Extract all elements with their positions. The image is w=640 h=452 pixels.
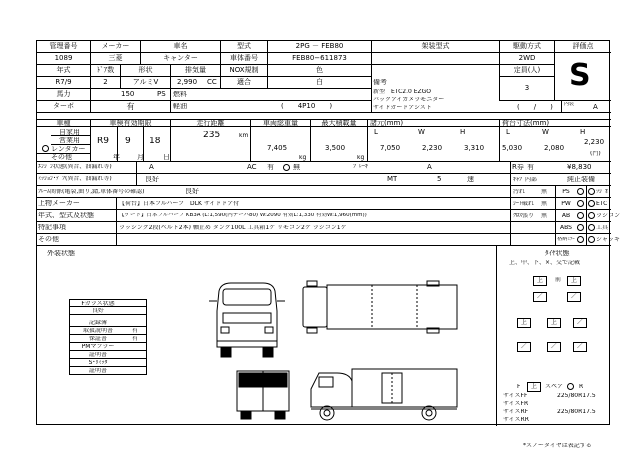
equipment-item: PS xyxy=(562,189,570,195)
weight-value: 7,405 xyxy=(267,145,288,152)
displacement-label: 排気量 xyxy=(171,65,221,77)
record-label: 取扱説明書 xyxy=(82,328,113,334)
remarks-label: 備考 xyxy=(373,79,387,86)
special-label-cell xyxy=(37,222,117,234)
frame-model-value xyxy=(372,53,500,65)
ac-label: AC xyxy=(247,164,257,171)
record-row xyxy=(69,327,147,335)
cargo-h-label: H xyxy=(580,129,586,136)
engine-label-cell xyxy=(37,162,137,174)
inspection-month: 9 xyxy=(125,137,131,146)
brake-value: A xyxy=(427,164,432,171)
equipment-radio xyxy=(588,224,595,231)
model-label: 型式 xyxy=(221,41,268,53)
engine-label: ｴﾝｼﾞﾝ状態(異音、油漏れ等) xyxy=(38,164,112,170)
color-value: 白 xyxy=(268,77,372,89)
tire-panel xyxy=(497,246,611,449)
equipment-radio xyxy=(588,236,595,243)
record-row xyxy=(69,319,147,327)
chassis-label: 車体番号 xyxy=(221,53,268,65)
tire-size-label: サイズFF xyxy=(503,393,528,399)
body-model-label-cell xyxy=(37,210,117,222)
record-value: 有 xyxy=(132,328,139,334)
fuel-label: 燃料 xyxy=(173,91,187,98)
interior-label: 内装 xyxy=(564,102,575,107)
equipment-item: ETC xyxy=(596,201,608,207)
doors-label: ﾄﾞｱ数 xyxy=(91,65,121,77)
glass-value-row xyxy=(69,307,147,315)
tire-size-value: 225/80R17.5 xyxy=(557,409,596,415)
cargo-l-label: L xyxy=(506,129,510,136)
equipment-radio xyxy=(577,212,584,219)
tire-mark: ／ xyxy=(573,318,587,328)
tire-mark: ／ xyxy=(573,342,587,352)
equipment-radio xyxy=(588,188,595,195)
tire-size-label: サイズRR xyxy=(503,417,529,423)
type-other: その他 xyxy=(51,154,72,161)
rental-radio xyxy=(42,145,49,152)
management-no: 1089 xyxy=(37,53,91,65)
record-row xyxy=(69,351,147,359)
weight-label: 車両総重量 xyxy=(251,119,311,127)
dims-label-cell xyxy=(368,119,500,127)
load-cell xyxy=(311,127,368,162)
tire-mark: ／ xyxy=(567,292,581,302)
type-commercial: 営業用 xyxy=(59,137,80,144)
tire-front-label: 前 xyxy=(555,277,562,283)
maker-label: メーカー xyxy=(91,41,141,53)
equipment-item: 工具 xyxy=(596,225,609,231)
other-label: その他 xyxy=(38,236,59,243)
equipment-item: ラジコン xyxy=(596,213,621,219)
vehicle-type-label: 車種 xyxy=(37,119,91,127)
inspection-era: R9 xyxy=(97,137,109,146)
spare-r: R xyxy=(579,384,584,390)
dim-w-value: 2,230 xyxy=(422,145,443,152)
year-unit: 年 xyxy=(113,154,120,161)
tire-mark: ／ xyxy=(533,292,547,302)
load-value: 3,500 xyxy=(325,145,346,152)
mileage-unit: km xyxy=(239,133,249,139)
body-maker-label: 上物メーカー xyxy=(38,200,80,207)
tire-size-row xyxy=(503,393,611,401)
cab-item-value: 無 xyxy=(541,189,548,195)
special-label: 特記事項 xyxy=(38,224,66,231)
cargo-label: 荷台寸法(mm) xyxy=(502,120,550,127)
tire-size-label: サイズRF xyxy=(503,409,529,415)
cab-item-value: 無 xyxy=(541,213,548,219)
record-value: 有 xyxy=(132,336,139,342)
mission-value: 良好 xyxy=(145,176,159,183)
tire-size-row xyxy=(503,409,611,417)
equipment-radio xyxy=(588,212,595,219)
record-row xyxy=(69,367,147,375)
equipment-row xyxy=(511,222,611,234)
capacity-value: 3 xyxy=(500,77,555,101)
equipment-panel xyxy=(511,186,621,246)
record-label: 記録簿 xyxy=(88,320,107,326)
cab-header xyxy=(511,174,611,186)
genuine-label: 純正装備 xyxy=(567,176,595,183)
tire-mark: ／ xyxy=(547,342,561,352)
displacement-cell xyxy=(171,77,221,89)
nox-label: NOX規制 xyxy=(221,65,268,77)
month-unit: 月 xyxy=(137,154,144,161)
equipment-item: ﾗｼﾞｵ xyxy=(596,189,609,195)
tire-size-label: サイズFR xyxy=(503,401,529,407)
auction-sheet xyxy=(36,40,621,449)
chassis-value: FEB80−611873 xyxy=(268,53,372,65)
dims-cell xyxy=(368,127,500,162)
frame-row xyxy=(37,186,511,198)
load-label: 最大積載量 xyxy=(311,119,368,127)
equipment-item: ジャッキ xyxy=(596,237,620,243)
record-row xyxy=(69,343,147,351)
dims-label: 諸元(mm) xyxy=(370,120,404,127)
hp-label: 馬力 xyxy=(37,89,91,101)
remarks-line-1: 新型 ETC2.0 EZGO xyxy=(373,89,432,95)
record-label: Fガラス状態 xyxy=(81,301,115,307)
fuel-value: 軽油 xyxy=(173,103,187,110)
equipment-item: ABS xyxy=(560,225,572,231)
inspection-label: 車検有効期限 xyxy=(91,119,171,127)
hp-value: 150 xyxy=(121,91,135,98)
cab-item-label: ｼｰﾄ破れ xyxy=(513,201,535,207)
engine-row xyxy=(137,162,511,174)
mileage-value: 235 xyxy=(203,131,221,140)
equipment-radio xyxy=(577,188,584,195)
equipment-row xyxy=(511,234,620,246)
dim-h-label: H xyxy=(460,129,466,136)
cab-item-label: ｸﾛｽ張り xyxy=(513,213,535,219)
shape-value: アルミV xyxy=(121,77,171,89)
turbo-label: ターボ xyxy=(37,101,91,113)
body-maker-cell xyxy=(117,198,511,210)
cab-label: ｷｬﾌﾞ内部 xyxy=(513,177,538,183)
model-value: 2PG － FEB80 xyxy=(268,41,372,53)
r-amount: ¥8,830 xyxy=(567,164,592,171)
weight-unit: kg xyxy=(299,155,307,161)
mt-label: MT xyxy=(387,176,398,183)
equipment-item: 格納ﾐﾗｰ xyxy=(557,237,575,242)
drive-value: 2WD xyxy=(500,53,555,65)
interior-value: A xyxy=(593,104,598,111)
tire-mark: 上 xyxy=(567,276,581,286)
record-row xyxy=(69,335,147,343)
cargo-w-label: W xyxy=(542,129,549,136)
r-yes: 有 xyxy=(527,164,534,171)
equipment-radio xyxy=(577,236,584,243)
remarks-line-3: サイドガードアシスト xyxy=(373,105,432,111)
equipment-radio xyxy=(588,200,595,207)
frame-model-label: 架装型式 xyxy=(372,41,500,53)
displacement-unit: CC xyxy=(207,79,217,86)
weight-cell xyxy=(251,127,311,162)
cab-item-label: 汚れ xyxy=(513,189,526,195)
cargo-l-value: 5,030 xyxy=(502,145,523,152)
remarks-area xyxy=(372,65,500,101)
mt-value: 5 xyxy=(437,176,442,183)
mission-label-cell xyxy=(37,174,137,186)
frame-label: ﾌﾚｰﾑ関係(亀裂,曲り,錆,車体番号の確認) xyxy=(38,189,145,195)
tire-mark: 上 xyxy=(547,318,561,328)
score-label: 評価点 xyxy=(555,41,611,53)
ac-radio xyxy=(283,164,290,171)
score-cell xyxy=(555,53,611,101)
type-rental: レンタカー xyxy=(51,146,86,153)
body-model-cell xyxy=(117,210,511,222)
other-label-cell xyxy=(37,234,117,246)
maker-value: 三菱 xyxy=(91,53,141,65)
color-label: 色 xyxy=(268,65,372,77)
body-model-value: 【ゲート】日本フルハーフ KB3A (L:1,590(内テーパ80) W:2090 有効L:1,330 有効W:1,960(mm)) xyxy=(119,213,367,218)
mileage-label: 走行距離 xyxy=(171,119,251,127)
doors-value: 2 xyxy=(91,77,121,89)
dim-w-label: W xyxy=(418,129,425,136)
spare-mark: 上 xyxy=(527,382,541,392)
mt-unit: 速 xyxy=(467,176,474,183)
cab-item-value: 無 xyxy=(541,201,548,207)
tire-note: *スノータイヤは表記する xyxy=(523,443,592,449)
dim-h-value: 3,310 xyxy=(464,145,485,152)
fuel-value-cell xyxy=(171,101,372,113)
ac-no: 無 xyxy=(293,164,300,171)
capacity-label: 定員(人) xyxy=(500,65,555,77)
car-name-label: 車名 xyxy=(141,41,221,53)
equipment-item: PW xyxy=(561,201,571,207)
remarks-line-2: バックアイカメラモニター xyxy=(373,97,445,103)
r-label: R券 xyxy=(512,164,524,171)
mission-label: ﾐｯｼｮﾝ･ﾃﾞﾌ(異音、油漏れ等) xyxy=(38,176,112,182)
mission-row xyxy=(137,174,511,186)
spare-f: F xyxy=(517,384,521,390)
body-maker-value: 【荷台】日本フルハーフ DLK サイドドア付 xyxy=(119,201,240,207)
year-label: 年式 xyxy=(37,65,91,77)
score-grade: S xyxy=(569,58,591,93)
dim-l-label: L xyxy=(374,129,378,136)
dim-l-value: 7,050 xyxy=(380,145,401,152)
special-cell xyxy=(117,222,511,234)
inspection-day: 18 xyxy=(149,137,161,146)
spare-radio xyxy=(567,383,574,390)
equipment-row xyxy=(511,210,621,222)
body-maker-label-cell xyxy=(37,198,117,210)
tire-size-row xyxy=(503,401,611,409)
cargo-cell xyxy=(500,127,611,162)
record-label: 良好 xyxy=(91,308,104,314)
record-label: 証明書 xyxy=(88,352,107,358)
nox-value: 適合 xyxy=(221,77,268,89)
fuel-cell xyxy=(171,89,372,101)
tire-mark: 上 xyxy=(517,318,531,328)
drive-label: 駆動方式 xyxy=(500,41,555,53)
hp-cell xyxy=(91,89,171,101)
tire-size-row xyxy=(503,417,611,425)
record-label: 保証書 xyxy=(88,336,107,342)
car-name-value: キャンター xyxy=(141,53,221,65)
tire-size-value: 225/80R17.5 xyxy=(557,393,596,399)
equipment-radio xyxy=(577,200,584,207)
tire-subtitle: 上、中、下、×、交で記載 xyxy=(509,260,581,266)
cargo-label-cell xyxy=(500,119,611,127)
other-cell xyxy=(117,234,511,246)
management-no-label: 管理番号 xyxy=(37,41,91,53)
record-row xyxy=(69,359,147,367)
brake-label: ﾌﾞﾚｰｷ xyxy=(353,164,369,170)
day-unit: 日 xyxy=(163,154,170,161)
type-private: 自家用 xyxy=(59,129,80,136)
engine-model: ( 4P10 ) xyxy=(281,103,333,110)
exterior-label: 外装状態 xyxy=(47,250,75,257)
spare-label: スペア xyxy=(545,384,564,390)
engine-value: A xyxy=(149,164,154,171)
cargo-h-value: 2,230 xyxy=(584,139,605,146)
equipment-row xyxy=(511,186,611,198)
record-label: PMマフラー xyxy=(81,344,115,350)
record-label: S･ﾘﾐｯﾀ xyxy=(88,360,108,366)
equipment-radio xyxy=(577,224,584,231)
inspection-cell xyxy=(91,127,171,162)
ac-yes: 有 xyxy=(267,164,274,171)
cargo-w-value: 2,080 xyxy=(544,145,565,152)
mileage-cell xyxy=(171,127,251,162)
turbo-value: 有 xyxy=(91,101,171,113)
record-label: 証明書 xyxy=(88,368,107,374)
load-unit: kg xyxy=(357,155,365,161)
shape-label: 形状 xyxy=(121,65,171,77)
tire-mark: ／ xyxy=(517,342,531,352)
r-ticket-cell xyxy=(511,162,611,174)
special-value: ラッシング2段(ベルト2本) 軸止め タンク100L 工具箱1ケ リモコン2ケ ラジコン1ケ xyxy=(119,225,347,231)
displacement-value: 2,990 xyxy=(177,79,198,86)
equipment-item: AB xyxy=(561,213,571,219)
glass-label-row xyxy=(69,299,147,307)
tire-title: ﾀｲﾔ状態 xyxy=(545,250,570,257)
hp-unit: PS xyxy=(157,91,166,98)
frame-value: 良好 xyxy=(185,188,199,195)
cargo-h-unit: (門) xyxy=(590,151,601,157)
body-model-label: 年式、型式及状態 xyxy=(38,212,94,219)
year-value: R7/9 xyxy=(37,77,91,89)
paren-field: ( / ) xyxy=(517,104,553,111)
equipment-row xyxy=(511,198,611,210)
truck-diagram xyxy=(207,271,477,421)
tire-mark: 上 xyxy=(533,276,547,286)
